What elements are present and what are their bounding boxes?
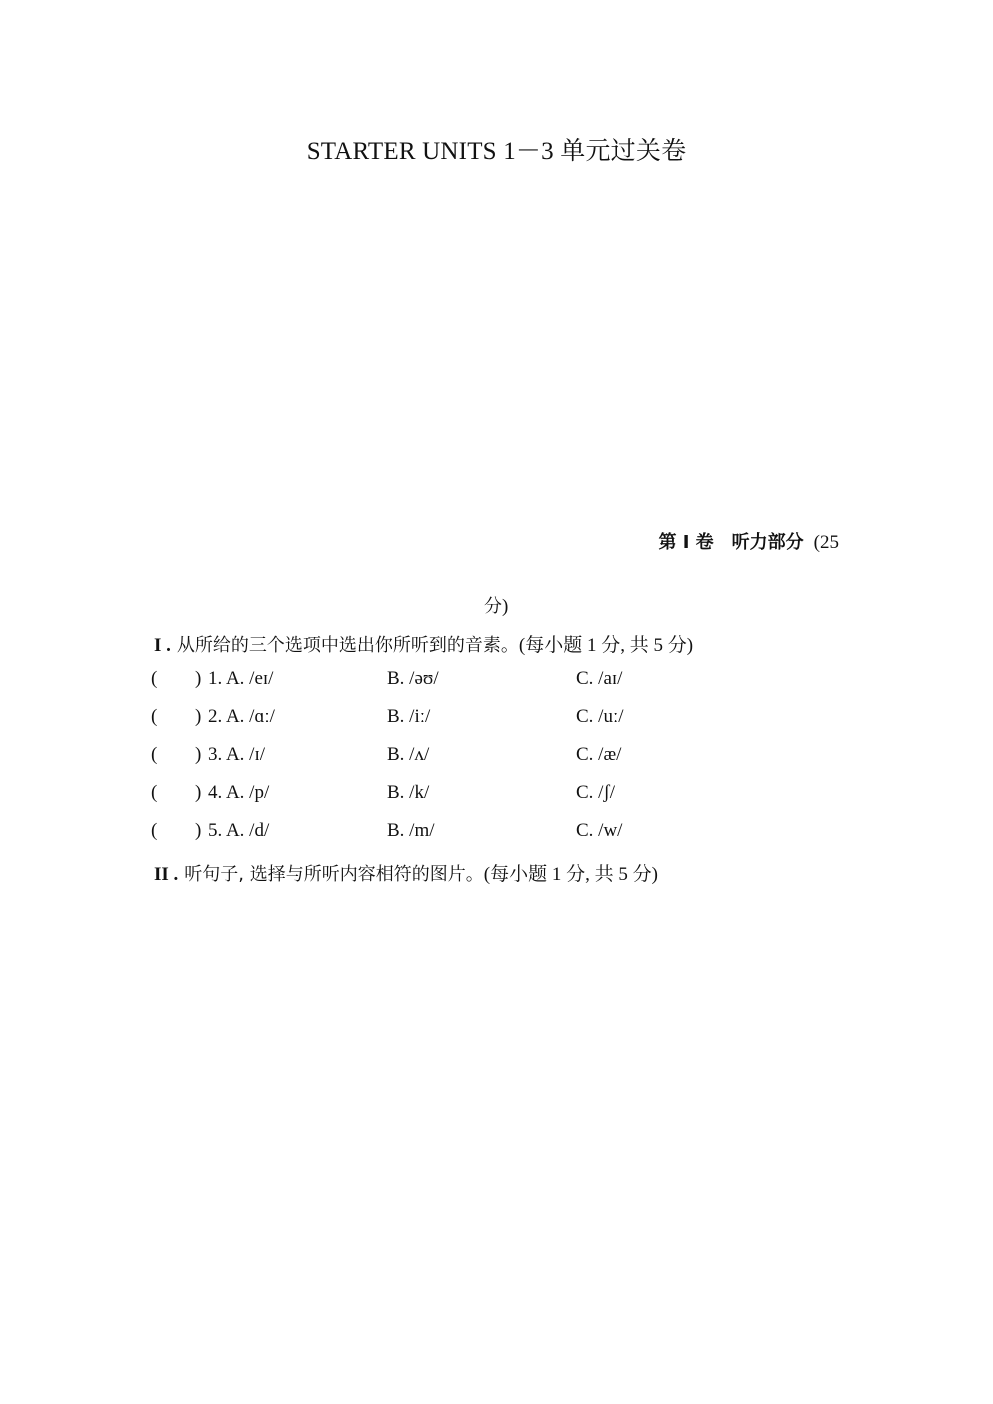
answer-paren-close: ): [195, 706, 202, 727]
section-note: (每小题 1 分, 共 5 分): [483, 864, 658, 885]
question-row: [151, 706, 851, 732]
answer-paren-close: ): [195, 782, 202, 803]
answer-paren-open: (: [151, 820, 158, 841]
option-b: B. /k/: [387, 782, 430, 803]
option-c: C. /æ/: [576, 744, 622, 765]
page-title: STARTER UNITS 1－3 单元过关卷: [306, 138, 687, 165]
answer-paren-close: ): [195, 668, 202, 689]
section-1-heading: [154, 630, 693, 657]
section-number: II .: [154, 864, 179, 885]
part-score-close: ): [502, 596, 509, 617]
section-number: I .: [154, 635, 171, 656]
part-score-wrap: [484, 592, 508, 618]
option-a: 2. A. /ɑː/: [208, 706, 275, 727]
question-row: [151, 820, 851, 846]
option-c: C. /aɪ/: [576, 668, 623, 689]
option-c: C. /uː/: [576, 706, 624, 727]
answer-paren-open: (: [151, 782, 158, 803]
option-b: B. /ʌ/: [387, 744, 430, 765]
option-c: C. /ʃ/: [576, 782, 616, 803]
answer-paren-close: ): [195, 820, 202, 841]
section-2-heading: [154, 859, 658, 886]
section-note: (每小题 1 分, 共 5 分): [518, 635, 694, 656]
part-name: 听力部分: [731, 532, 804, 553]
section-instruction: 从所给的三个选项中选出你所听到的音素。: [176, 635, 519, 656]
question-row: [151, 782, 851, 808]
answer-paren-close: ): [195, 744, 202, 765]
option-c: C. /w/: [576, 820, 623, 841]
answer-paren-open: (: [151, 706, 158, 727]
option-a: 1. A. /eɪ/: [208, 668, 274, 689]
option-b: B. /iː/: [387, 706, 431, 727]
option-a: 3. A. /ɪ/: [208, 744, 266, 765]
option-b: B. /əʊ/: [387, 668, 439, 689]
part-score-unit: 分: [484, 596, 502, 617]
answer-paren-open: (: [151, 744, 158, 765]
question-row: [151, 744, 851, 770]
part-heading: [658, 528, 839, 554]
question-row: [151, 668, 851, 694]
section-instruction: 听句子, 选择与所听内容相符的图片。: [184, 864, 484, 885]
part-label: 第 I 卷: [658, 532, 714, 553]
answer-paren-open: (: [151, 668, 158, 689]
option-b: B. /m/: [387, 820, 435, 841]
part-score-open: (25: [813, 532, 839, 553]
option-a: 5. A. /d/: [208, 820, 270, 841]
option-a: 4. A. /p/: [208, 782, 270, 803]
